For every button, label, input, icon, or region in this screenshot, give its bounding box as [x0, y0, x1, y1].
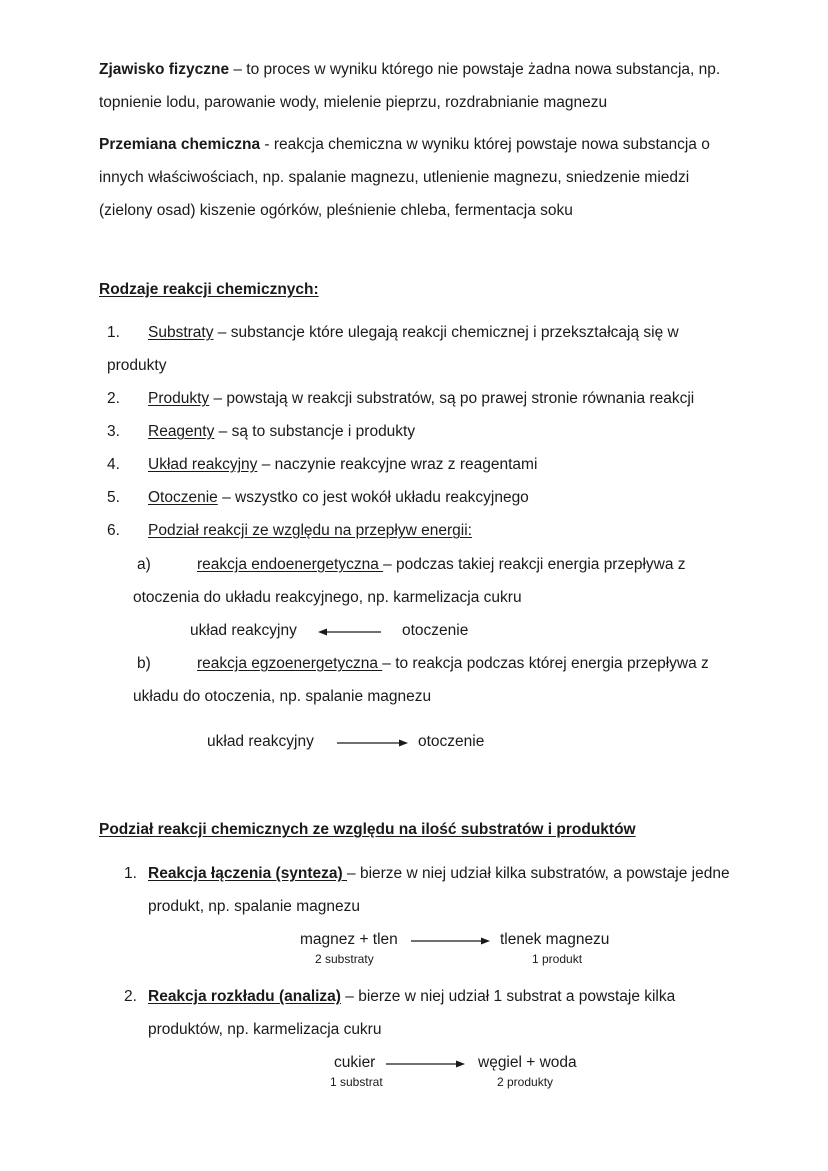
list-text: – powstają w reakcji substratów, są po prawej stronie równania reakcji: [209, 390, 695, 407]
list-item-reagenty: [107, 423, 415, 441]
section-heading-reaction-types: Rodzaje reakcji chemicznych:: [99, 281, 319, 298]
chemical-term: Przemiana chemiczna: [99, 136, 261, 153]
list-item-uklad-reakcyjny: [107, 456, 537, 474]
list-item-energy-flow: [107, 522, 472, 540]
sublist-text: – to reakcja podczas której energia przepływa z: [382, 655, 709, 672]
sublist-text: – podczas takiej reakcji energia przepływa z: [383, 556, 686, 573]
sublist-term: reakcja egzoenergetyczna: [197, 655, 383, 672]
list-item-analiza: [124, 988, 675, 1006]
list-text: – są to substancje i produkty: [214, 423, 416, 440]
physical-term: Zjawisko fizyczne: [99, 61, 230, 78]
list-item-otoczenie: [107, 489, 529, 507]
sublist-item-egzo-cont: układu do otoczenia, np. spalanie magnezu: [133, 688, 432, 705]
physical-definition-line2: topnienie lodu, parowanie wody, mielenie pieprzu, rozdrabnianie magnezu: [99, 94, 608, 111]
list-text: – bierze w niej udział 1 substrat a powstaje kilka: [340, 988, 676, 1005]
analysis-left-note: 1 substrat: [330, 1075, 383, 1089]
list-text: – bierze w niej udział kilka substratów, a powstaje jedne: [347, 865, 730, 882]
section-heading-substrates-products: Podział reakcji chemicznych ze względu na ilość substratów i produktów: [99, 821, 636, 838]
arrow-left-icon: [318, 626, 382, 638]
list-number: 1.: [107, 324, 120, 341]
chemical-definition-line2: innych właściwościach, np. spalanie magnezu, utlenienie magnezu, sniedzenie miedzi: [99, 169, 690, 186]
sublist-letter: a): [137, 556, 151, 573]
list-item-synteza: [124, 865, 730, 883]
list-text: – substancje które ulegają reakcji chemicznej i przekształcają się w: [213, 324, 679, 341]
arrow-right-icon: [411, 935, 491, 947]
chemical-definition-line3: (zielony osad) kiszenie ogórków, pleśnienie chleba, fermentacja soku: [99, 202, 573, 219]
list-item-substraty: [107, 324, 679, 342]
list-item-synteza-cont: produkt, np. spalanie magnezu: [148, 898, 360, 915]
analysis-right-note: 2 produkty: [497, 1075, 554, 1089]
list-term: Otoczenie: [148, 489, 218, 506]
arrow-right-icon: [337, 737, 409, 749]
list-number: 2.: [107, 390, 120, 407]
list-term: Podział reakcji ze względu na przepływ energii:: [148, 522, 472, 539]
list-item-produkty: [107, 390, 694, 408]
list-number: 2.: [124, 988, 137, 1005]
analysis-equation-left: cukier: [334, 1054, 376, 1071]
endo-diagram-right: otoczenie: [402, 622, 469, 639]
physical-definition-line1: [99, 61, 720, 79]
list-number: 5.: [107, 489, 120, 506]
list-number: 6.: [107, 522, 120, 539]
sublist-term: reakcja endoenergetyczna: [197, 556, 384, 573]
sublist-letter: b): [137, 655, 151, 672]
list-item-substraty-cont: produkty: [107, 357, 167, 374]
endo-diagram-left: układ reakcyjny: [190, 622, 297, 639]
sublist-item-endo: [137, 556, 686, 574]
list-number: 1.: [124, 865, 137, 882]
sublist-item-egzo: [137, 655, 709, 673]
chemical-text: - reakcja chemiczna w wyniku której powstaje nowa substancja o: [260, 136, 710, 153]
arrow-right-icon: [386, 1058, 466, 1070]
synthesis-equation-right: tlenek magnezu: [500, 931, 610, 948]
list-number: 3.: [107, 423, 120, 440]
analysis-equation-right: węgiel + woda: [478, 1054, 577, 1071]
list-term: Reakcja rozkładu (analiza): [148, 988, 341, 1005]
sublist-item-endo-cont: otoczenia do układu reakcyjnego, np. karmelizacja cukru: [133, 589, 522, 606]
synthesis-right-note: 1 produkt: [532, 952, 583, 966]
egzo-diagram-right: otoczenie: [418, 733, 485, 750]
chemical-definition-line1: [99, 136, 710, 154]
synthesis-left-note: 2 substraty: [315, 952, 374, 966]
list-text: – wszystko co jest wokół układu reakcyjnego: [217, 489, 529, 506]
physical-text: – to proces w wyniku którego nie powstaje żadna nowa substancja, np.: [229, 61, 721, 78]
list-term: Układ reakcyjny: [148, 456, 258, 473]
list-number: 4.: [107, 456, 120, 473]
list-term: Reagenty: [148, 423, 215, 440]
synthesis-equation-left: magnez + tlen: [300, 931, 398, 948]
list-term: Substraty: [148, 324, 214, 341]
list-text: – naczynie reakcyjne wraz z reagentami: [257, 456, 538, 473]
list-item-analiza-cont: produktów, np. karmelizacja cukru: [148, 1021, 382, 1038]
list-term: Reakcja łączenia (synteza): [148, 865, 348, 882]
egzo-diagram-left: układ reakcyjny: [207, 733, 314, 750]
list-term: Produkty: [148, 390, 210, 407]
